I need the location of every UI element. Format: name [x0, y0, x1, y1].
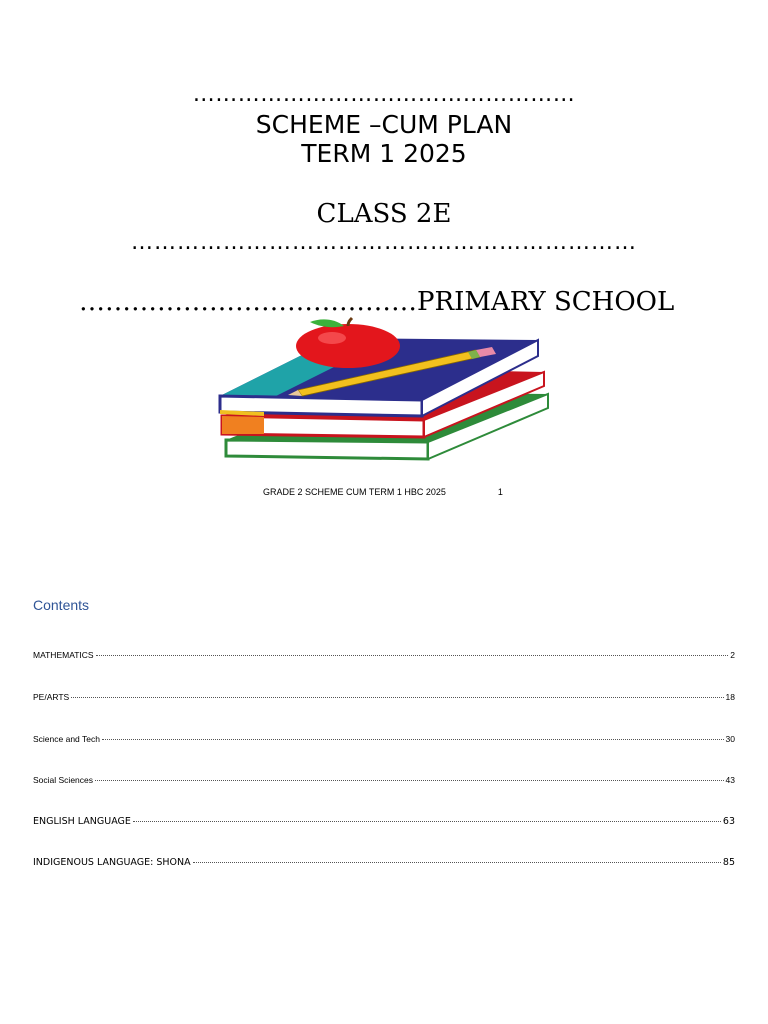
toc-entry-page: 63 [722, 816, 735, 827]
toc-entry[interactable] [33, 816, 735, 827]
blank-line-middle: ………………………………………………………… [131, 230, 637, 255]
term-label: TERM 1 2025 [301, 139, 467, 168]
toc-entry[interactable] [33, 734, 735, 744]
class-label: CLASS 2E [316, 199, 452, 229]
toc-leader [193, 862, 721, 863]
school-name-line: …………………………………PRIMARY SCHOOL [79, 287, 675, 317]
toc-entry-label: MATHEMATICS [33, 650, 94, 660]
toc-entry-label: Social Sciences [33, 775, 94, 785]
toc-leader [95, 780, 724, 781]
books-apple-illustration [214, 316, 554, 466]
toc-entry-label: Science and Tech [33, 734, 100, 744]
toc-entry[interactable] [33, 857, 735, 868]
toc-entry[interactable] [33, 650, 735, 660]
footer-page-number: 1 [497, 487, 503, 497]
toc-entry-page: 2 [730, 650, 735, 660]
blank-line-top: …………………………………………… [192, 82, 576, 107]
toc-leader [102, 739, 724, 740]
toc-entry-page: 43 [725, 775, 735, 785]
page-footer [263, 487, 503, 497]
toc-entry-page: 30 [725, 734, 735, 744]
toc-entry-label: ENGLISH LANGUAGE [33, 816, 131, 827]
toc-entry-label: PE/ARTS [33, 692, 70, 702]
toc-entry[interactable] [33, 775, 735, 785]
document-title: SCHEME –CUM PLAN [255, 110, 513, 139]
toc-entry-label: INDIGENOUS LANGUAGE: SHONA [33, 857, 191, 868]
toc-entry[interactable] [33, 692, 735, 702]
toc-entry-page: 85 [722, 857, 735, 868]
footer-text: GRADE 2 SCHEME CUM TERM 1 HBC 2025 [263, 487, 446, 497]
toc-entry-page: 18 [725, 692, 735, 702]
toc-leader [96, 655, 729, 656]
toc-leader [71, 697, 723, 698]
contents-heading: Contents [33, 597, 90, 613]
toc-leader [133, 821, 721, 822]
